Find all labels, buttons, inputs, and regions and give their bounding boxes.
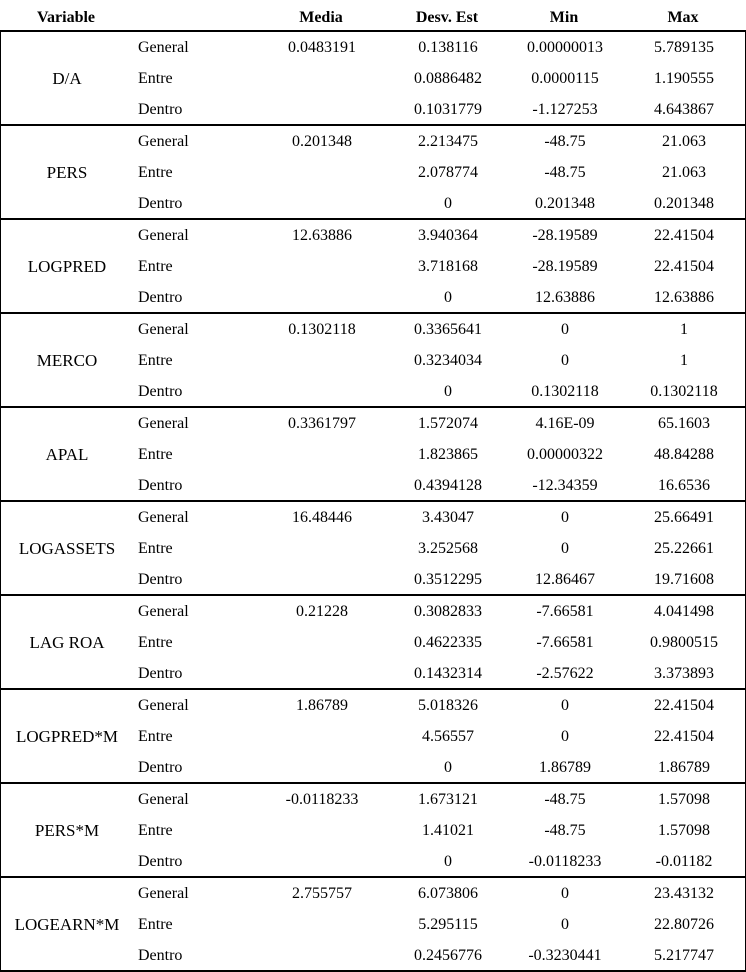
cell-media — [263, 345, 381, 376]
row-type: Dentro — [138, 947, 183, 964]
cell-max: 22.41504 — [654, 697, 714, 714]
variable-group — [0, 784, 746, 878]
cell-max: 5.789135 — [654, 39, 714, 56]
table-row — [1, 846, 746, 877]
cell-min: 0.1302118 — [531, 383, 599, 400]
cell-max: 21.063 — [662, 164, 706, 181]
cell-max: 23.43132 — [654, 885, 714, 902]
cell-sd: 0.138116 — [418, 39, 478, 56]
table-row — [1, 878, 746, 909]
cell-media: 0.1302118 — [288, 321, 356, 338]
row-type: Dentro — [138, 571, 183, 588]
variable-name: LOGASSETS — [18, 539, 116, 558]
cell-min: 12.63886 — [535, 289, 595, 306]
row-type: Entre — [138, 728, 173, 745]
cell-media — [263, 282, 381, 313]
variable-group — [0, 32, 746, 126]
cell-sd: 6.073806 — [418, 885, 478, 902]
cell-sd: 5.018326 — [418, 697, 478, 714]
variable-name: LOGPRED — [27, 257, 107, 276]
cell-min: 0 — [561, 352, 569, 369]
cell-min: -7.66581 — [536, 603, 594, 620]
cell-sd: 0.3512295 — [414, 571, 482, 588]
cell-sd: 0.4394128 — [414, 477, 482, 494]
cell-media: 1.86789 — [296, 697, 348, 714]
cell-max: 0.1302118 — [650, 383, 718, 400]
cell-sd: 3.718168 — [418, 258, 478, 275]
cell-min: -48.75 — [544, 791, 586, 808]
cell-min: 0.00000322 — [527, 446, 603, 463]
table-row — [1, 188, 746, 219]
table-row — [1, 32, 746, 63]
table-row — [1, 157, 746, 188]
variable-group — [0, 126, 746, 220]
cell-sd: 1.41021 — [422, 822, 474, 839]
variable-group — [0, 314, 746, 408]
cell-media — [263, 909, 381, 940]
cell-media — [263, 752, 381, 783]
table-row — [1, 502, 746, 533]
table-row — [1, 564, 746, 595]
cell-sd: 1.572074 — [418, 415, 478, 432]
cell-max: 1 — [680, 321, 688, 338]
cell-max: 0.9800515 — [650, 634, 718, 651]
cell-media — [263, 188, 381, 219]
row-type: Dentro — [138, 477, 183, 494]
table-row — [1, 282, 746, 313]
cell-max: 1.57098 — [658, 822, 710, 839]
cell-max: 12.63886 — [654, 289, 714, 306]
row-type: General — [138, 885, 189, 902]
cell-max: 1.190555 — [654, 70, 714, 87]
table-row — [1, 220, 746, 251]
row-type: Entre — [138, 258, 173, 275]
cell-media — [263, 63, 381, 94]
table-row — [1, 784, 746, 815]
row-type: Dentro — [138, 759, 183, 776]
cell-media: 0.0483191 — [288, 39, 356, 56]
table-row — [1, 690, 746, 721]
cell-media: 0.201348 — [292, 133, 352, 150]
cell-min: -7.66581 — [536, 634, 594, 651]
cell-media: -0.0118233 — [285, 791, 359, 808]
row-type: General — [138, 133, 189, 150]
cell-media — [263, 94, 381, 125]
cell-sd: 3.43047 — [422, 509, 474, 526]
cell-media — [263, 658, 381, 689]
cell-min: 0 — [561, 916, 569, 933]
cell-sd: 0 — [444, 853, 452, 870]
cell-media — [263, 376, 381, 407]
cell-min: -28.19589 — [532, 258, 598, 275]
cell-max: 3.373893 — [654, 665, 714, 682]
cell-max: 22.41504 — [654, 227, 714, 244]
header-media: Media — [299, 9, 343, 26]
cell-sd: 1.823865 — [418, 446, 478, 463]
cell-max: 4.643867 — [654, 101, 714, 118]
cell-sd: 0.1031779 — [414, 101, 482, 118]
table-row — [1, 658, 746, 689]
cell-sd: 0.4622335 — [414, 634, 482, 651]
header-sd: Desv. Est — [415, 9, 479, 26]
row-type: Entre — [138, 634, 173, 651]
row-type: Entre — [138, 164, 173, 181]
row-type: General — [138, 509, 189, 526]
cell-max: 19.71608 — [654, 571, 714, 588]
cell-min: -28.19589 — [532, 227, 598, 244]
row-type: Dentro — [138, 195, 183, 212]
row-type: Dentro — [138, 853, 183, 870]
row-type: Entre — [138, 822, 173, 839]
cell-sd: 3.252568 — [418, 540, 478, 557]
table-row — [1, 126, 746, 157]
table-row — [1, 251, 746, 282]
header-min: Min — [549, 9, 579, 26]
cell-media: 0.21228 — [296, 603, 348, 620]
table-row — [1, 470, 746, 501]
table-row — [1, 596, 746, 627]
cell-sd: 0.3365641 — [414, 321, 482, 338]
table-row — [1, 752, 746, 783]
variable-name: LAG ROA — [29, 633, 105, 652]
cell-sd: 3.940364 — [418, 227, 478, 244]
cell-sd: 0.3234034 — [414, 352, 482, 369]
row-type: Dentro — [138, 383, 183, 400]
table-row — [1, 63, 746, 94]
row-type: Dentro — [138, 289, 183, 306]
cell-max: 16.6536 — [658, 477, 710, 494]
table-row — [1, 314, 746, 345]
cell-media — [263, 564, 381, 595]
cell-min: 0 — [561, 509, 569, 526]
header-variable: Variable — [36, 9, 96, 26]
row-type: Dentro — [138, 101, 183, 118]
row-type: General — [138, 321, 189, 338]
cell-sd: 0 — [444, 195, 452, 212]
variable-name: LOGEARN*M — [14, 915, 120, 934]
row-type: Entre — [138, 540, 173, 557]
variable-name: MERCO — [36, 351, 98, 370]
cell-max: 1.86789 — [658, 759, 710, 776]
cell-media: 0.3361797 — [288, 415, 356, 432]
row-type: Dentro — [138, 665, 183, 682]
table-row — [1, 533, 746, 564]
cell-media: 2.755757 — [292, 885, 352, 902]
cell-media — [263, 721, 381, 752]
cell-min: -48.75 — [544, 822, 586, 839]
cell-media — [263, 251, 381, 282]
cell-min: -48.75 — [544, 133, 586, 150]
row-type: General — [138, 603, 189, 620]
cell-min: -12.34359 — [532, 477, 598, 494]
table-row — [1, 815, 746, 846]
cell-max: 25.22661 — [654, 540, 714, 557]
cell-media — [263, 846, 381, 877]
table-row — [1, 627, 746, 658]
cell-media — [263, 439, 381, 470]
cell-media: 12.63886 — [292, 227, 352, 244]
cell-sd: 0.0886482 — [414, 70, 482, 87]
cell-media — [263, 533, 381, 564]
table-row — [1, 376, 746, 407]
cell-sd: 2.078774 — [418, 164, 478, 181]
cell-max: 48.84288 — [654, 446, 714, 463]
variable-name: LOGPRED*M — [15, 727, 118, 746]
cell-sd: 0 — [444, 289, 452, 306]
table-row — [1, 721, 746, 752]
cell-max: 1.57098 — [658, 791, 710, 808]
cell-min: 0.0000115 — [531, 70, 599, 87]
cell-min: 0 — [561, 540, 569, 557]
cell-media — [263, 940, 381, 971]
cell-media: 16.48446 — [292, 509, 352, 526]
cell-min: -0.3230441 — [528, 947, 602, 964]
cell-min: 1.86789 — [539, 759, 591, 776]
row-type: General — [138, 697, 189, 714]
table-row — [1, 940, 746, 971]
cell-max: 4.041498 — [654, 603, 714, 620]
cell-min: 0 — [561, 885, 569, 902]
cell-media — [263, 157, 381, 188]
row-type: General — [138, 415, 189, 432]
variable-name: PERS*M — [34, 821, 100, 840]
cell-sd: 4.56557 — [422, 728, 474, 745]
table-header — [0, 0, 746, 32]
variable-group — [0, 690, 746, 784]
variable-group — [0, 502, 746, 596]
cell-sd: 0.2456776 — [414, 947, 482, 964]
variable-group — [0, 220, 746, 314]
cell-max: 65.1603 — [658, 415, 710, 432]
table-row — [1, 439, 746, 470]
cell-max: 5.217747 — [654, 947, 714, 964]
row-type: Entre — [138, 916, 173, 933]
cell-min: -2.57622 — [536, 665, 594, 682]
cell-min: 0.00000013 — [527, 39, 603, 56]
variable-name: PERS — [46, 163, 88, 182]
cell-min: -1.127253 — [532, 101, 598, 118]
table-row — [1, 909, 746, 940]
row-type: General — [138, 791, 189, 808]
cell-max: 21.063 — [662, 133, 706, 150]
table-row — [1, 94, 746, 125]
cell-sd: 2.213475 — [418, 133, 478, 150]
variable-name: D/A — [52, 69, 82, 88]
cell-media — [263, 470, 381, 501]
row-type: Entre — [138, 446, 173, 463]
variable-name: APAL — [45, 445, 89, 464]
cell-min: -0.0118233 — [528, 853, 602, 870]
cell-min: 0 — [561, 697, 569, 714]
cell-max: -0.01182 — [655, 853, 713, 870]
cell-sd: 0 — [444, 383, 452, 400]
cell-min: 4.16E-09 — [535, 415, 595, 432]
variable-group — [0, 408, 746, 502]
cell-min: 0.201348 — [535, 195, 595, 212]
cell-sd: 0.1432314 — [414, 665, 482, 682]
cell-max: 22.80726 — [654, 916, 714, 933]
row-type: General — [138, 39, 189, 56]
cell-max: 25.66491 — [654, 509, 714, 526]
header-max: Max — [667, 9, 699, 26]
row-type: General — [138, 227, 189, 244]
row-type: Entre — [138, 352, 173, 369]
cell-max: 22.41504 — [654, 258, 714, 275]
table-row — [1, 345, 746, 376]
cell-max: 1 — [680, 352, 688, 369]
cell-min: 12.86467 — [535, 571, 595, 588]
cell-min: 0 — [561, 321, 569, 338]
variable-group — [0, 596, 746, 690]
cell-min: 0 — [561, 728, 569, 745]
cell-sd: 0 — [444, 759, 452, 776]
cell-media — [263, 627, 381, 658]
variable-group — [0, 878, 746, 972]
cell-max: 22.41504 — [654, 728, 714, 745]
row-type: Entre — [138, 70, 173, 87]
cell-max: 0.201348 — [654, 195, 714, 212]
cell-sd: 0.3082833 — [414, 603, 482, 620]
table-row — [1, 408, 746, 439]
cell-sd: 1.673121 — [418, 791, 478, 808]
cell-media — [263, 815, 381, 846]
cell-min: -48.75 — [544, 164, 586, 181]
cell-sd: 5.295115 — [418, 916, 478, 933]
